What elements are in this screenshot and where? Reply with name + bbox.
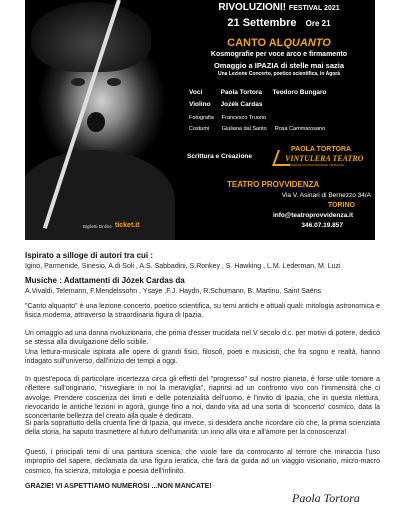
description-paragraph: In quest'epoca di particolare incertezza circa gli effetti del "progresso" sul nostro pianeta, è forse utile tornare a riflettere sull'originario, "risvegliare in noi la meraviglia", riaprirsi ad un confronto vivo con l'immensità che ci avvolge. Prendere coscienza dei limiti e delle potenzialità dell'uomo, è l'invito di Ipazia, che in questa rilettura, rievocando le antiche lezioni in agorà, giunge fino a noi, dando vita ad una sorta di 'sconcerto' cosmico, data la sconcertante bellezza del creato alla quale è dedicato.	[25, 376, 380, 421]
venue-address: Via V. Asinari di Bernezzo 34/A	[281, 192, 371, 199]
crew-role: Fotografia	[189, 115, 214, 121]
logo-name: PAOLA TORTORA	[291, 146, 352, 153]
cast-name: Teodoro Bungaro	[272, 89, 327, 96]
inspired-by-heading: Ispirato a silloge di autori tra cui :	[25, 251, 154, 260]
writing-credit-label: Scrittura e Creazione	[187, 153, 253, 160]
crew-row	[189, 125, 331, 134]
crew-name: Rosa Cammarosano	[274, 126, 326, 132]
event-time: Ore 21	[305, 19, 331, 28]
show-homage: Omaggio a IPAZIA di stelle mai sazia	[213, 61, 345, 70]
festival-title	[183, 2, 375, 13]
music-composers: A.Vivaldi, Telemann, F.Mendelssohn , Ysaÿe ,F.J. Haydn, R.Schumann, B. Martinu, Saint Saëns	[25, 288, 322, 295]
cast-name: Jozék Cardas	[220, 101, 263, 108]
festival-year: FESTIVAL 2021	[288, 5, 340, 12]
description-paragraph: Un omaggio ad una donna rivoluzionaria, che prima d'esser trucidata nel V secolo d.c. per motivi di potere, dedicò se stessa alla divulgazione dello scibile.	[25, 330, 380, 347]
photo-mouth	[87, 112, 105, 132]
inspired-by-authors: Igino, Parmenide, Sinesio, A.di Soli , A.S. Sabbadini, S.Ronkey , S. Hawking , L.M. Lederman, M. Luzi	[25, 263, 341, 270]
cast-name	[272, 100, 334, 110]
cast-list	[187, 86, 337, 112]
event-poster	[25, 0, 375, 240]
crew-name: Francesco Truono	[221, 115, 267, 121]
show-subtitle: Kosmografie per voce arco e firmamento	[210, 51, 348, 58]
logo-caption: CENTRO DI PRODUZIONE TEATRALE	[291, 163, 345, 167]
festival-name: RIVOLUZIONI!	[218, 2, 287, 13]
cast-role: Voci	[189, 89, 203, 96]
show-title-a: CANTO AL	[227, 37, 284, 49]
crew-list	[187, 112, 333, 136]
description-paragraph: Una lettura-musicale ispirata alle opere di grandi fisici, filosofi, poeti e musicisti, che fra sogno e realtà, hanno indagato sull'universo, dall'inizio dei tempi a oggi.	[25, 349, 380, 366]
contact-phone: 346.07.19.857	[301, 222, 343, 229]
show-tagline: Una Lezione Concerto, poetico scientifica, in Agorà	[217, 71, 341, 77]
show-title-b: QUANTO	[283, 37, 331, 49]
vintulera-logo	[255, 146, 375, 168]
crew-row	[189, 114, 331, 123]
description-paragraph: Si parla soprattutto della cruenta fine di Ipazia, qui invece, si desidera anche ricordare ciò che, la prima scienziata della storia, ha saputo trasmettere al futuro dell'umanità: un inno alla vita e all'amore per la conoscenza!	[25, 420, 380, 437]
venue-name: TEATRO PROVVIDENZA	[227, 180, 320, 189]
cast-name: Paola Tortora	[220, 89, 262, 96]
logo-company: VINTULERA TEATRO	[285, 154, 364, 163]
show-title	[183, 37, 375, 49]
description-paragraph: Questi, i principali temi di una partitura scenica, che vuole fare da controcanto al terrore che minaccia l'uso improprio del sapere, declamata da una figura ieratica, che farà da guida ad un viaggio visionario, micro-macro cosmico, fra scienza, mitologia e poesia dell'infinito.	[25, 449, 380, 475]
photo-eye-left	[71, 78, 85, 86]
crew-role: Costumi	[189, 126, 210, 132]
music-heading: Musiche : Adattamenti di Józek Cardas da	[25, 276, 185, 285]
closing-message: GRAZIE! VI ASPETTIAMO NUMEROSI ...NON MANCATE!	[25, 483, 212, 490]
crew-name	[275, 114, 331, 123]
signature: Paola Tortora	[292, 491, 360, 505]
tickets-label: Biglietti Online	[83, 224, 112, 229]
cast-role: Violino	[189, 101, 211, 108]
photo-eye-right	[107, 78, 121, 86]
tickets-link[interactable]: ticket.it	[115, 222, 140, 229]
event-date	[183, 17, 375, 29]
cast-row	[189, 100, 335, 110]
crew-name: Giuliana dal Santo	[221, 126, 267, 132]
event-day: 21 Settembre	[227, 17, 297, 29]
cast-row	[189, 88, 335, 98]
contact-email[interactable]: info@teatroprovvidenza.it	[272, 212, 353, 219]
description-paragraph: "Canto alquanto" è una lezione concerto, poetico scientifica, su temi antichi e attuali quali: mitologia astronomica e fisica moderna, attraverso la straordinaria figura di Ipazia.	[25, 303, 380, 320]
photo-hair	[31, 2, 151, 72]
poster-info	[83, 0, 375, 240]
venue-city: TORINO	[327, 202, 355, 209]
